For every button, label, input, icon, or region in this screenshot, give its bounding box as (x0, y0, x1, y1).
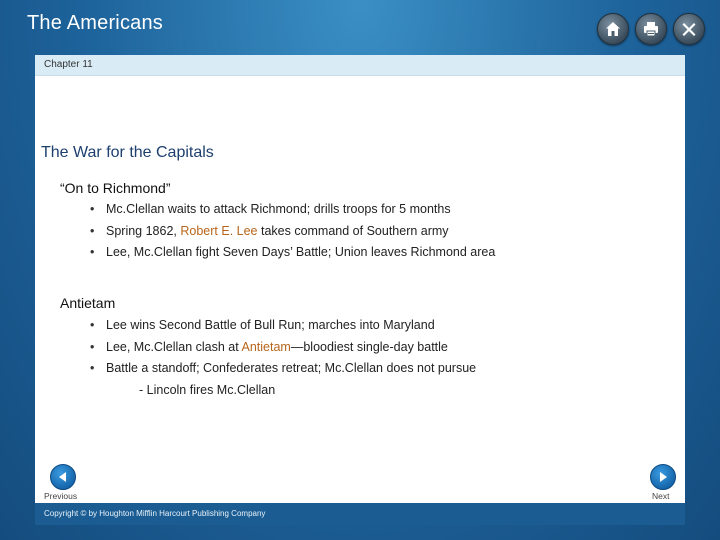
sub-note: - Lincoln fires Mc.Clellan (139, 383, 276, 397)
chapter-label: Chapter 11 (44, 59, 93, 70)
bullet-item (90, 242, 495, 264)
footer-bar (35, 503, 685, 525)
print-icon (641, 19, 661, 39)
bullet-text: Lee, Mc.Clellan clash at (106, 339, 242, 354)
bullet-item (90, 358, 476, 380)
section-title: The War for the Capitals (41, 144, 214, 161)
home-icon (603, 19, 623, 39)
print-button[interactable] (635, 13, 667, 45)
chapter-bar (35, 55, 685, 76)
bullet-text: Lee wins Second Battle of Bull Run; marches into Maryland (106, 318, 435, 332)
highlighted-term: Robert E. Lee (180, 223, 258, 238)
close-button[interactable] (673, 13, 705, 45)
bullet-list (90, 199, 495, 264)
home-button[interactable] (597, 13, 629, 45)
previous-label[interactable]: Previous (44, 491, 78, 501)
copyright-text: Copyright © by Houghton Mifflin Harcourt Publishing Company (44, 509, 266, 518)
bullet-item (90, 315, 476, 337)
bullet-item (90, 199, 495, 221)
topic-heading: Antietam (60, 295, 116, 311)
bullet-text: Lee, Mc.Clellan fight Seven Days’ Battle; Union leaves Richmond area (106, 245, 496, 259)
bullet-text: —bloodiest single-day battle (290, 339, 448, 354)
arrow-right-icon (657, 471, 669, 483)
bullet-text: takes command of Southern army (257, 223, 449, 238)
previous-button[interactable] (50, 464, 76, 490)
bullet-text: Battle a standoff; Confederates retreat; Mc.Clellan does not pursue (106, 361, 477, 375)
close-icon (679, 19, 699, 39)
content-page (35, 55, 685, 503)
top-toolbar (597, 13, 705, 45)
next-button[interactable] (650, 464, 676, 490)
bullet-list (90, 315, 476, 380)
bullet-text: Spring 1862, (106, 223, 181, 238)
bullet-item (90, 221, 495, 243)
next-label[interactable]: Next (652, 491, 670, 501)
app-title: The Americans (27, 12, 163, 34)
topic-heading: “On to Richmond” (60, 180, 171, 196)
bullet-item (90, 337, 476, 359)
arrow-left-icon (57, 471, 69, 483)
highlighted-term: Antietam (241, 339, 291, 354)
bullet-text: Mc.Clellan waits to attack Richmond; drills troops for 5 months (106, 202, 451, 216)
